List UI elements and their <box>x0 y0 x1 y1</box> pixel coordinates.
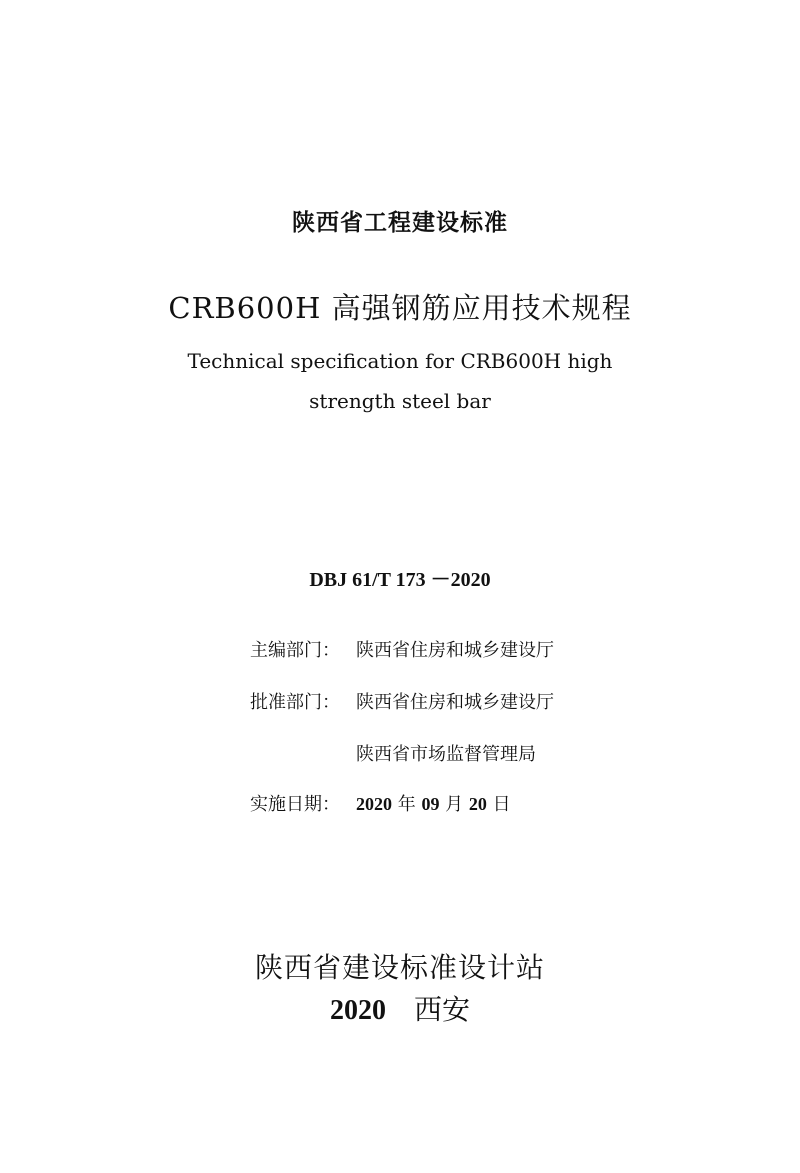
approver-value-2: 陕西省市场监督管理局 <box>356 744 536 765</box>
publisher-name: 陕西省建设标准设计站 <box>254 951 545 984</box>
title-english-line1: Technical specification for CRB600H high <box>187 349 613 373</box>
editor-label: 主编部门： <box>250 640 340 661</box>
effective-date-row <box>250 790 511 816</box>
title-chinese: CRB600H 高强钢筋应用技术规程 <box>168 291 632 325</box>
approver-label: 批准部门： <box>250 692 340 713</box>
editor-row <box>250 636 554 662</box>
standard-series: 陕西省工程建设标准 <box>292 210 508 236</box>
approver-value-1: 陕西省住房和城乡建设厅 <box>356 692 554 713</box>
publisher-row <box>0 988 800 1028</box>
publish-city: 西安 <box>413 993 470 1026</box>
editor-value: 陕西省住房和城乡建设厅 <box>356 640 554 661</box>
approver-row <box>250 688 554 714</box>
date-day-unit: 日 <box>486 794 511 815</box>
date-year: 2020 <box>356 794 392 814</box>
title-english-line2: strength steel bar <box>309 389 491 413</box>
standard-code: DBJ 61/T 173 －2020 <box>309 569 491 591</box>
date-year-unit: 年 <box>392 794 422 815</box>
date-month: 09 <box>421 794 440 814</box>
date-month-unit: 月 <box>439 794 469 815</box>
date-label: 实施日期： <box>250 794 340 815</box>
approver-row-2 <box>250 740 536 766</box>
publish-year: 2020 <box>329 995 386 1026</box>
date-day: 20 <box>468 794 487 814</box>
